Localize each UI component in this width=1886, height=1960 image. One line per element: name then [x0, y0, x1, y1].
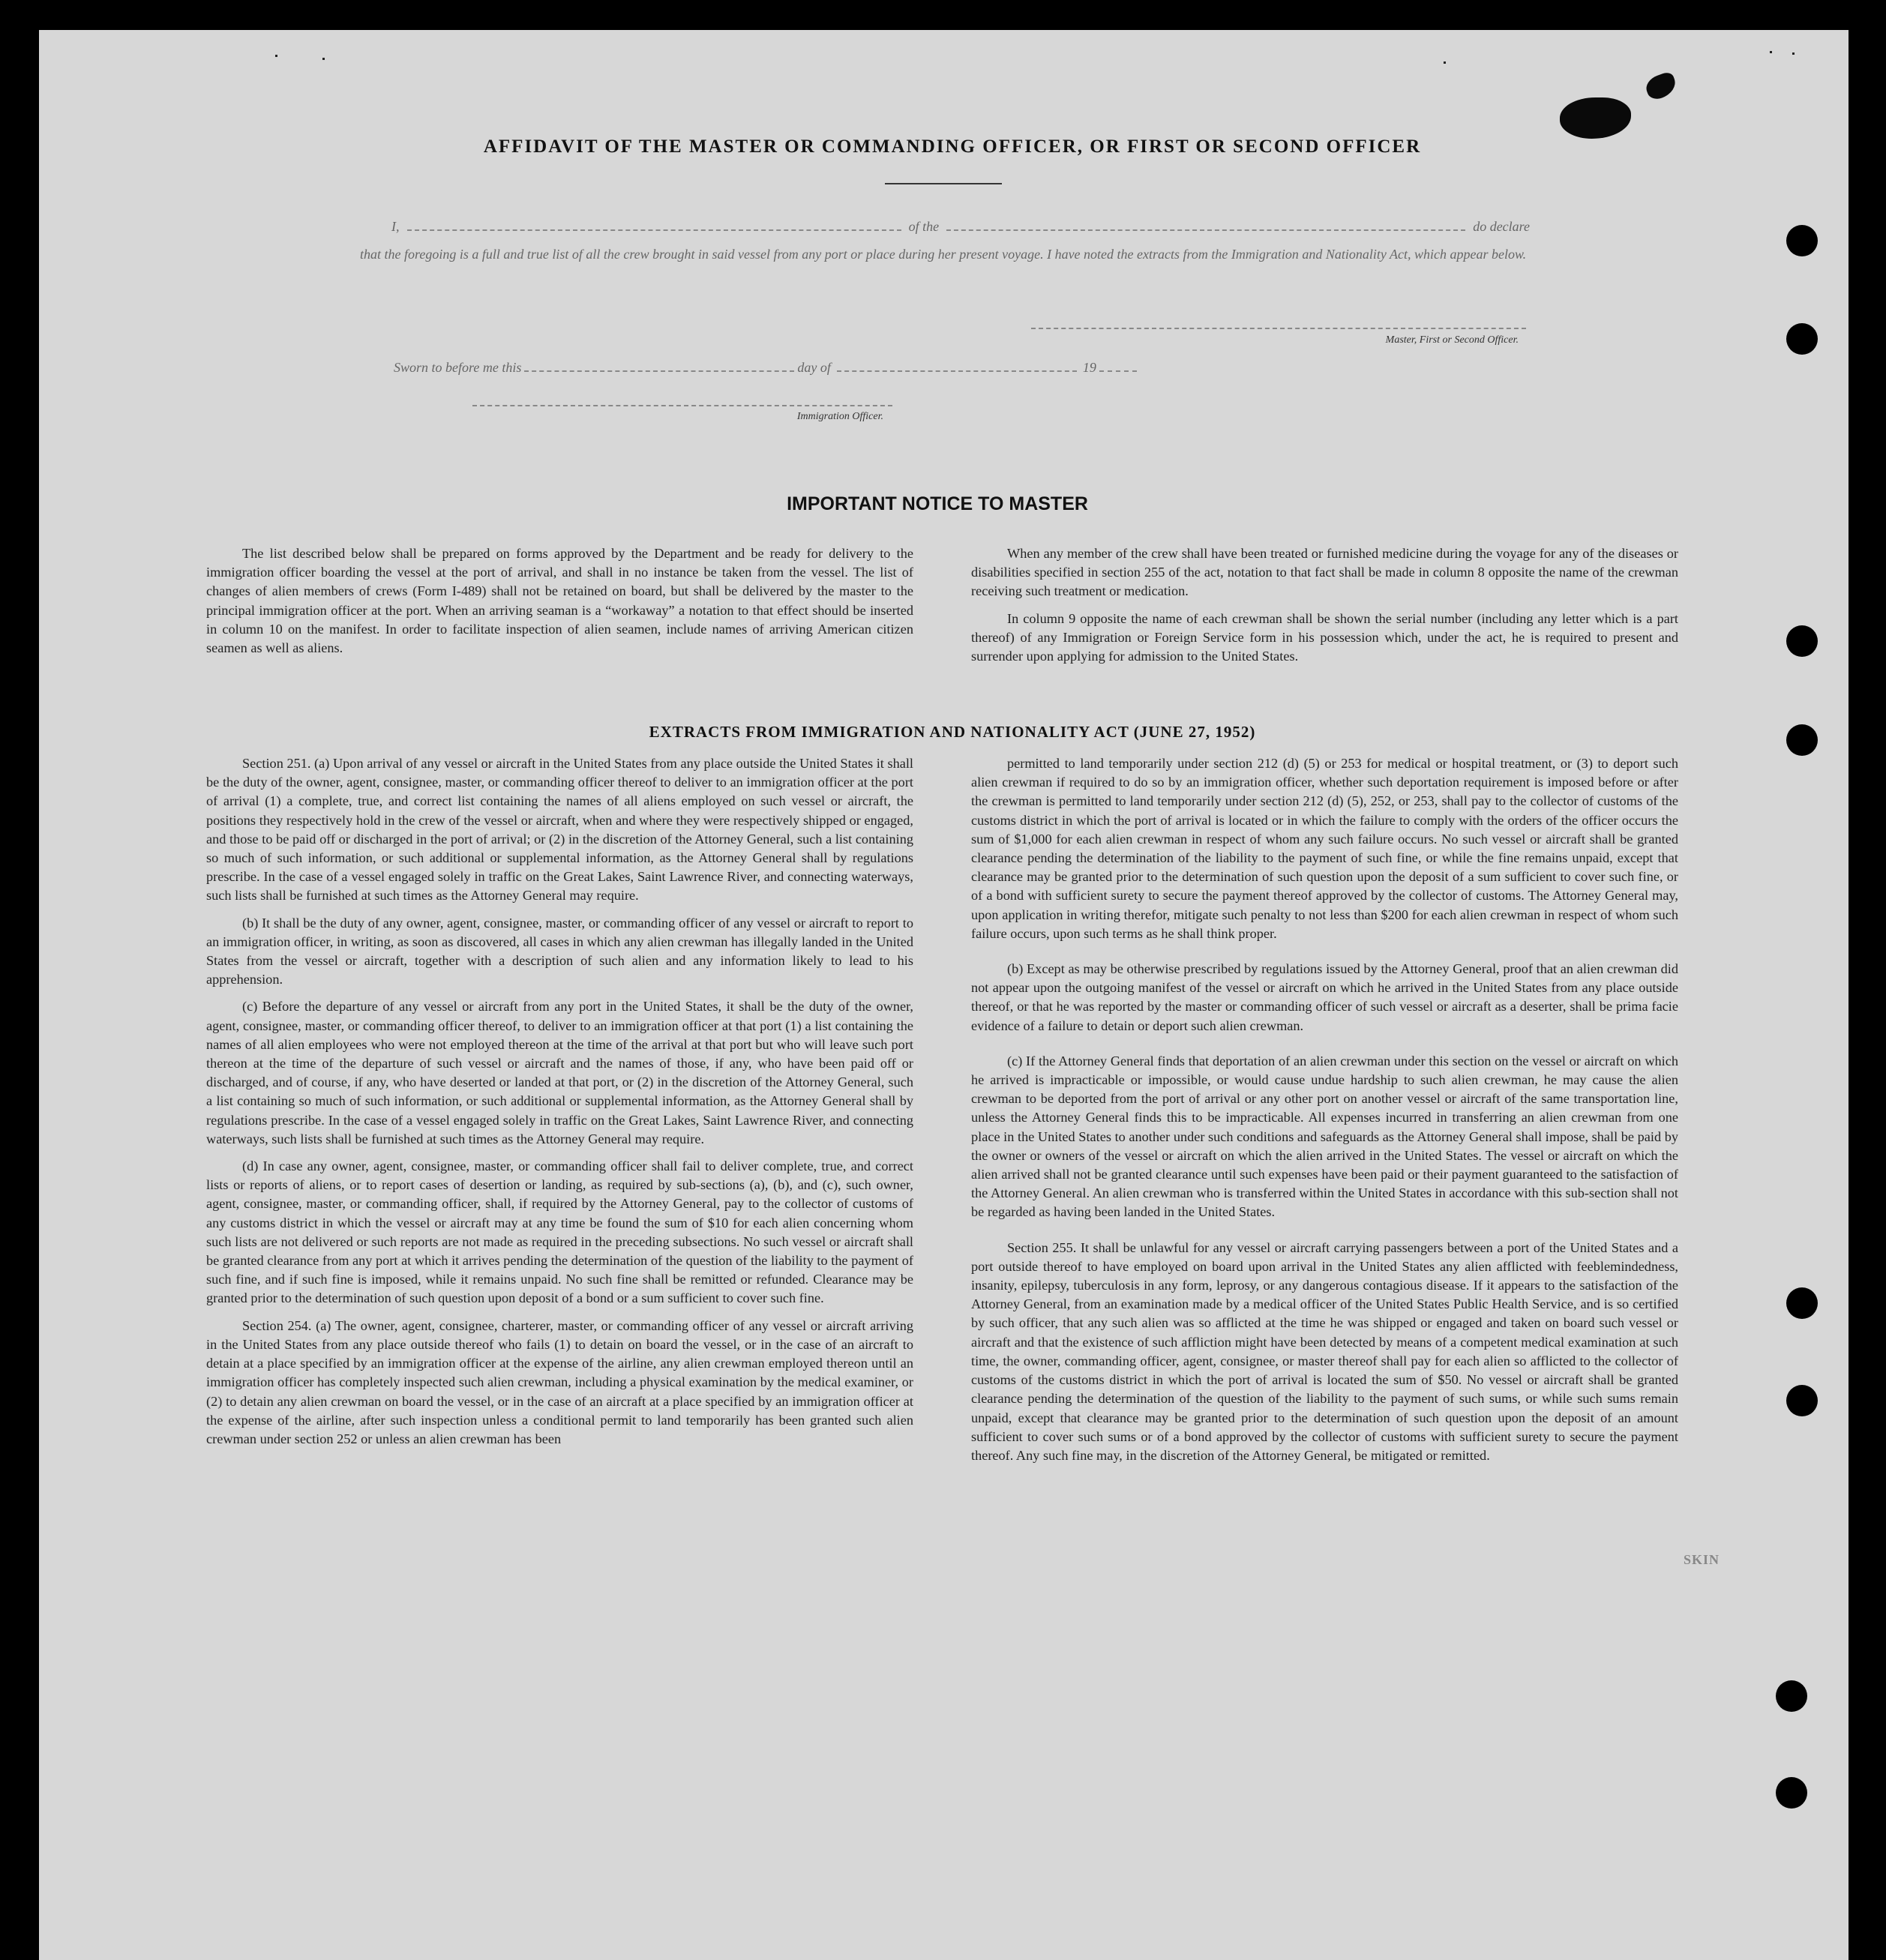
- speck: [1770, 51, 1772, 53]
- punch-hole: [1786, 724, 1818, 756]
- punch-hole: [1786, 225, 1818, 256]
- extract-paragraph: Section 255. It shall be unlawful for any vessel or aircraft carrying passengers between a port of the United States and a port outside thereof to have employed on board upon arrival in the United States any alien afflicted with feeblemindedness, insanity, epilepsy, tuberculosis in any form, leprosy, or any dangerous contagious disease. If it appears to the satisfaction of the Attorney General, from an examination made by a medical officer of the United States Public Health Service, and is so certified by such officer, that any such alien was so afflicted at the time he was shipped or engaged and taken on board such vessel or aircraft and that the existence of such affliction might have been detected by means of a competent medical examination at such time, the owner, commanding officer, agent, consignee, or master thereof shall pay for each alien so afflicted to the collector of customs of the customs district in which the port of arrival is located the sum of $50. No vessel or aircraft shall be granted clearance pending the determination of the question of the liability to the payment of such sums, or while such sums remain unpaid, except that clearance may be granted prior to the determination of such question upon the deposit of an amount sufficient to cover such sums or of a bond approved by the collector of customs with sufficient surety to secure the payment thereof. Any such fine may, in the discretion of the Attorney General, be mitigated or remitted.: [971, 1239, 1678, 1463]
- punch-hole: [1786, 1287, 1818, 1319]
- extract-paragraph: (c) If the Attorney General finds that deportation of an alien crewman under this section on the vessel or aircraft on which he arrived is impracticable or impossible, or would cause undue hardship to such alien crewman, he may cause the alien crewman to be deported from the port of arrival or any other port on another vessel or aircraft of the same transportation line, unless the Attorney General finds this to be impracticable. All expenses incurred in transferring an alien crewman from one place in the United States to another under such conditions and safeguards as the Attorney General shall impose, shall be paid by the owner or owners of the vessel or aircraft on which the alien arrived in the United States. The vessel or aircraft on which the alien arrived shall not be granted clearance until such expenses have been paid or their payment guaranteed to the satisfaction of the Attorney General. An alien crewman who is transferred within the United States in accordance with this sub-section shall not be regarded as having been landed in the United States.: [971, 1053, 1678, 1220]
- sworn-day-of: day of: [797, 360, 831, 375]
- decl-i: I,: [391, 219, 400, 234]
- speck: [1444, 61, 1446, 64]
- punch-hole: [1776, 1680, 1807, 1712]
- sworn-month-field[interactable]: [837, 358, 1077, 372]
- sworn-year: 19: [1082, 360, 1096, 375]
- extracts-title: EXTRACTS FROM IMMIGRATION AND NATIONALITY ACT (JUNE 27, 1952): [649, 723, 1256, 741]
- master-signature-label: Master, First or Second Officer.: [1385, 334, 1519, 346]
- punch-hole: [1786, 323, 1818, 355]
- declaration-block: [360, 213, 1530, 268]
- master-signature-line[interactable]: [1031, 328, 1526, 329]
- officer-signature-label: Immigration Officer.: [796, 411, 883, 422]
- notice-left-column: [206, 544, 913, 666]
- name-field[interactable]: [407, 217, 901, 231]
- notice-paragraph: In column 9 opposite the name of each crewman shall be shown the serial number (including any letter which is a part thereof) of any Immigration or Foreign Service form in his possession which, under the act, he is required to present and surrender upon applying for admission to the United States.: [971, 610, 1678, 664]
- extract-paragraph: (c) Before the departure of any vessel or aircraft from any port in the United States, it shall be the duty of the owner, agent, consignee, master, or commanding officer thereof, to deliver to an immigration officer at that port (1) a list containing the names of all alien employees who were not employed thereon at the time of the arrival at that port but who will leave such port thereon at the time of the departure of such vessel or aircraft and the names of those, if any, who have been paid off or discharged, and of course, if any, who have deserted or landed at that port, or (2) in the discretion of the Attorney General, such a list containing so much of such information, or such additional or supplemental information, as the Attorney General shall by regulations prescribe. In the case of a vessel engaged solely in traffic on the Great Lakes, Saint Lawrence River, and connecting waterways, such lists shall be furnished at such times as the Attorney General may require.: [206, 999, 913, 1146]
- extract-paragraph: (b) Except as may be otherwise prescribed by regulations issued by the Attorney General, proof that an alien crewman did not appear upon the outgoing manifest of the vessel or aircraft on which he arrived in the United States from any place outside thereof, or that he was reported by the master or commanding officer of such vessel or aircraft as a deserter, shall be prima facie evidence of a failure to detain or deport such alien crewman.: [971, 961, 1678, 1033]
- extracts-left-column: [206, 754, 913, 1457]
- punch-hole: [1786, 1385, 1818, 1416]
- affidavit-title: AFFIDAVIT OF THE MASTER OR COMMANDING OFFICER, OR FIRST OR SECOND OFFICER: [483, 136, 1422, 157]
- extracts-right-column: [971, 754, 1678, 1473]
- decl-of-the: of the: [908, 219, 940, 234]
- extract-paragraph: Section 254. (a) The owner, agent, consignee, charterer, master, or commanding officer of any vessel or aircraft arriving in the United States from any place outside thereof who fails (1) to detain on board the vessel, or in the case of an aircraft to detain at a place specified by an immigration officer at the expense of the airline, any alien crewman employed thereon until an immigration officer has completely inspected such alien crewman, including a physical examination by the medical examiner, or (2) to detain any alien crewman on board the vessel, or in the case of an aircraft at a place specified by an immigration officer at the expense of the airline, after such inspection unless a conditional permit to land temporarily has been granted such alien crewman under section 252 or unless an alien crewman has been: [206, 1317, 913, 1446]
- punch-hole: [1786, 625, 1818, 657]
- sworn-line: [394, 354, 1294, 382]
- margin-stamp: SKIN: [1684, 1552, 1720, 1567]
- punch-hole: [1776, 1777, 1807, 1809]
- vessel-field[interactable]: [946, 217, 1465, 231]
- notice-right-column: [971, 544, 1678, 674]
- speck: [322, 58, 325, 60]
- sworn-prefix: Sworn to before me this: [394, 360, 522, 375]
- extract-paragraph: permitted to land temporarily under section 212 (d) (5) or 253 for medical or hospital treatment, or (3) to deport such alien crewman if required to do so by an immigration officer, whether such deportation requirement is imposed before or after the crewman is permitted to land temporarily under section 212 (d) (5), 252, or 253, shall pay to the collector of customs of the customs district in which the port of arrival is located or in which the failure to comply with the orders of the officer occurs the sum of $1,000 for each alien crewman in respect of whom any such failure occurs. No such vessel or aircraft shall be granted clearance pending the determination of the liability to the payment of such fine, or while the fine remains unpaid, except that clearance may be granted prior to the determination of such question upon the deposit of a sum sufficient to cover such fine, or of a bond with sufficient surety to secure the payment thereof approved by the collector of customs. The Attorney General may, upon application in writing therefor, mitigate such penalty to not less than $200 for each alien crewman in respect of whom such failure occurs, upon such terms as he shall think proper.: [971, 756, 1678, 941]
- notice-paragraph: When any member of the crew shall have been treated or furnished medicine during the voyage for any of the diseases or disabilities specified in section 255 of the act, notation to that fact shall be made in column 8 opposite the name of the crewman receiving such treatment or medication.: [971, 546, 1678, 599]
- notice-paragraph: The list described below shall be prepared on forms approved by the Department and be ready for delivery to the immigration officer boarding the vessel at the port of arrival, and shall in no instance be taken from the vessel. The list of changes of alien members of crews (Form I-489) shall not be retained on board, but shall be delivered by the master to the principal immigration officer at the port. When an arriving seaman is a “workaway” a notation to that effect should be inserted in column 10 on the manifest. In order to facilitate inspection of alien seamen, include names of arriving American citizen seamen as well as aliens.: [206, 546, 913, 656]
- speck: [1792, 52, 1795, 55]
- extract-paragraph: (d) In case any owner, agent, consignee, master, or commanding officer shall fail to deliver complete, true, and correct lists or reports of aliens, or to report cases of desertion or landing, as required by sub-sections (a), (b), and (c), such owner, agent, consignee, master, or commanding officer, shall, if required by the Attorney General, pay to the collector of customs of any customs district in which the vessel or aircraft may at any time be found the sum of $10 for each alien concerning whom such lists are not delivered or such reports are not made as required in the preceding subsections. No such vessel or aircraft shall be granted clearance from any port at which it arrives pending the determination of the question of the liability to the payment of such fine, and if such fine is imposed, while it remains unpaid. No such fine shall be remitted or refunded. Clearance may be granted prior to the determination of such question upon deposit of a bond or a sum sufficient to cover such fine.: [206, 1158, 913, 1306]
- extract-paragraph: Section 251. (a) Upon arrival of any vessel or aircraft in the United States from any place outside the United States it shall be the duty of the owner, agent, consignee, master, or commanding officer thereof to deliver to an immigration officer at the port of arrival (1) a complete, true, and correct list containing the names of all aliens employed on such vessel or aircraft, the positions they respectively hold in the crew of the vessel or aircraft, when and where they were respectively shipped or engaged, and those to be paid off or discharged in the port of arrival; or (2) in the discretion of the Attorney General, such a list containing so much of such information, or such additional or supplemental information, as the Attorney General shall by regulations prescribe. In the case of a vessel engaged solely in traffic on the Great Lakes, Saint Lawrence River, and connecting waterways, such lists shall be furnished at such times as the Attorney General may require.: [206, 756, 913, 904]
- declaration-text: that the foregoing is a full and true list of all the crew brought in said vessel from any port or place during her present voyage. I have noted the extracts from the Immigration and Nationality Act, which appear below.: [360, 247, 1527, 262]
- title-rule: [885, 183, 1002, 184]
- decl-do-declare: do declare: [1473, 219, 1530, 234]
- extract-paragraph: (b) It shall be the duty of any owner, agent, consignee, master, or commanding officer of any vessel or aircraft to report to an immigration officer, in writing, as soon as discovered, all cases in which any alien crewman has illegally landed in the United States from the vessel or aircraft, together with a description of such alien and any information likely to lead to his apprehension.: [206, 915, 913, 987]
- sworn-year-field[interactable]: [1099, 358, 1137, 372]
- notice-title: IMPORTANT NOTICE TO MASTER: [787, 493, 1088, 514]
- officer-signature-line[interactable]: [472, 405, 892, 406]
- speck: [275, 55, 277, 57]
- sworn-day-field[interactable]: [524, 358, 794, 372]
